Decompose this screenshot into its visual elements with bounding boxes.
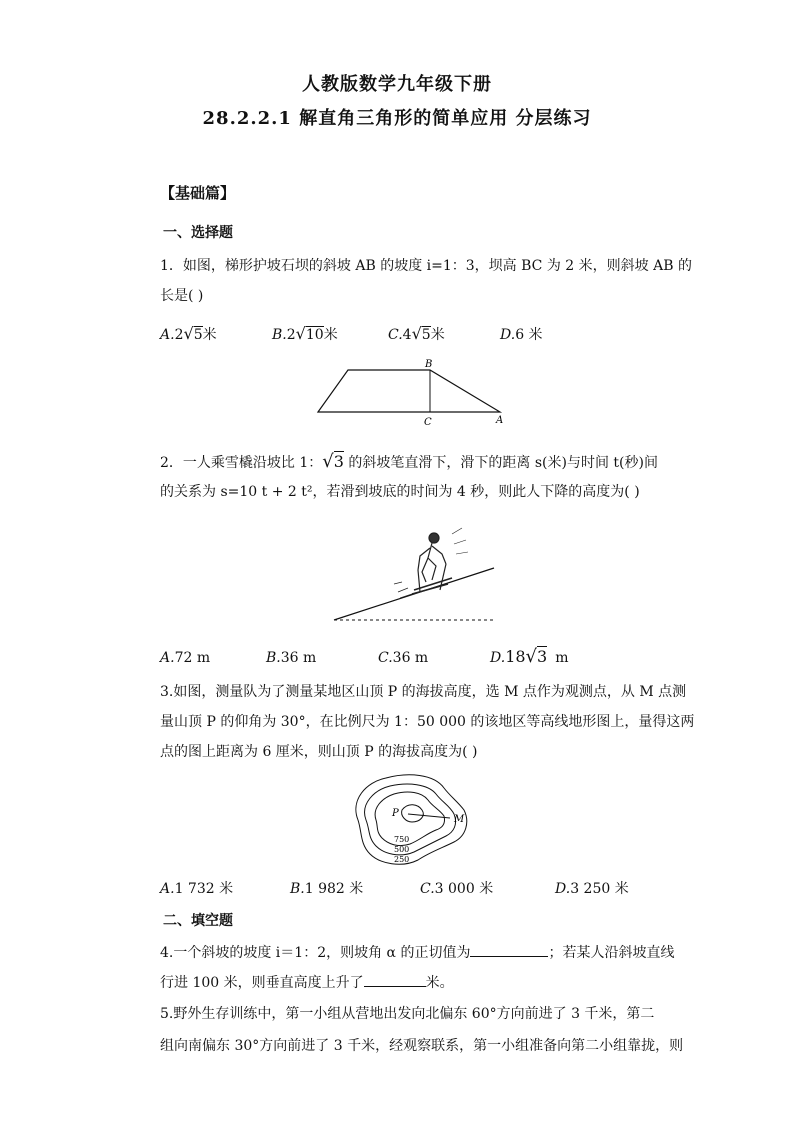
label-c: C [424,417,432,428]
q3-option-c-value: 3 000 米 [434,881,494,897]
q2-option-c-letter: C. [378,650,393,666]
q1-option-a-coef: 2 [174,327,184,343]
q2-line2: 的关系为 s=10 t + 2 t²，若滑到坡底的时间为 4 秒，则此人下降的高度为( ) [160,484,640,500]
q1-option-b-unit: 米 [323,327,338,343]
q4-line2 [160,972,454,993]
q3-option-a-letter: A. [160,881,175,897]
q2-option-d: D.18√3 m [490,646,569,667]
q5-line2: 组向南偏东 30°方向前进了 3 千米，经观察联系，第一小组准备向第二小组靠拢，则 [160,1038,684,1054]
q1-option-c-unit: 米 [430,327,445,343]
q1-option-d [500,324,543,344]
q2-option-d-letter: D. [490,650,506,666]
q1-option-b-rad: 10 [305,327,324,343]
q1-line1: 1．如图，梯形护坡石坝的斜坡 AB 的坡度 i=1：3，坝高 BC 为 2 米，则斜坡 AB 的 [160,258,692,274]
q1-option-c-coef: 4 [402,327,412,343]
q3-line3: 点的图上距离为 6 厘米，则山顶 P 的海拔高度为( ) [160,744,478,760]
label-250: 250 [394,855,410,864]
q4-line2-a: 行进 100 米，则垂直高度上升了 [160,975,364,991]
skier-icon [394,528,468,598]
q2-line1-b: 的斜坡笔直滑下，滑下的距离 s(米)与时间 t(秒)间 [343,455,658,471]
q3-line1: 3.如图，测量队为了测量某地区山顶 P 的海拔高度，选 M 点作为观测点，从 M 点测 [160,684,687,700]
part1-heading: 一、选择题 [163,225,233,241]
q2-line1-a: 2．一人乘雪橇沿坡比 1： [160,455,323,471]
q1-option-d-value: 6 米 [515,327,543,343]
q3-option-b-letter: B. [290,881,305,897]
q2-option-a [160,650,210,666]
q3-option-b-value: 1 982 米 [304,881,364,897]
label-500: 500 [394,845,410,854]
q3-option-d-letter: D. [555,881,571,897]
trapezoid-outline [318,370,500,412]
section-basic-heading: 【基础篇】 [160,184,236,202]
contour-750 [375,792,444,846]
q1-option-a-rad: 5 [193,327,203,343]
q2-option-a-letter: A. [160,650,175,666]
q3-option-b [290,878,363,898]
contour-250 [356,775,467,864]
label-m: M [454,814,465,825]
q1-trapezoid-figure [308,356,508,428]
label-p: P [392,808,399,819]
q3-option-c [420,878,493,898]
q2-option-c-value: 36 m [392,650,429,666]
q1-option-a-letter: A. [160,327,175,343]
q2-line1-rad: 3 [333,452,344,471]
q2-option-d-coef: 18 [505,647,526,666]
q3-option-c-letter: C. [420,881,435,897]
q1-option-c-rad: 5 [421,327,431,343]
q3-option-a [160,878,233,898]
document-subtitle: 28.2.2.1 解直角三角形的简单应用 分层练习 [202,108,592,129]
q1-option-a-unit: 米 [202,327,217,343]
q1-option-b-letter: B. [272,327,287,343]
q1-option-a: A.2√5米 [160,324,217,343]
q2-option-d-rad: 3 [537,647,548,666]
q2-option-b-value: 36 m [280,650,317,666]
contour-peak [402,805,424,822]
q3-option-d [555,878,629,898]
part2-heading: 二、填空题 [163,913,233,929]
q3-option-a-value: 1 732 米 [174,881,234,897]
q4-line2-b: 米。 [425,975,454,991]
q5-line1: 5.野外生存训练中，第一小组从营地出发向北偏东 60°方向前进了 3 千米，第二 [160,1006,655,1022]
q2-option-d-unit: m [555,650,569,666]
q2-option-b-letter: B. [266,650,281,666]
q4-line1 [160,942,674,963]
q4-blank-2 [364,972,426,987]
document-title: 人教版数学九年级下册 [302,74,492,95]
q1-option-c: C.4√5米 [388,324,445,343]
q3-line2: 量山顶 P 的仰角为 30°，在比例尺为 1：50 000 的该地区等高线地形图上，量得这两 [160,714,695,730]
q1-option-b-coef: 2 [286,327,296,343]
q2-option-b [266,650,316,666]
q1-option-c-letter: C. [388,327,403,343]
label-b: B [425,359,433,370]
q1-line2: 长是( ) [160,288,204,304]
q2-option-a-value: 72 m [174,650,211,666]
q4-line1-b: ；若某人沿斜坡直线 [548,945,675,961]
q1-option-b: B.2√10米 [272,324,338,343]
label-a: A [496,415,504,426]
q2-option-c [378,650,428,666]
q3-option-d-value: 3 250 米 [570,881,629,897]
label-750: 750 [394,835,410,844]
q3-contour-map-figure [346,770,476,870]
q1-option-d-letter: D. [500,327,516,343]
q4-blank-1 [470,942,548,957]
q2-line1: 2．一人乘雪橇沿坡比 1：√3 的斜坡笔直滑下，滑下的距离 s(米)与时间 t(秒)间 [160,451,658,472]
q4-line1-a: 4.一个斜坡的坡度 i＝1：2，则坡角 α 的正切值为 [160,945,471,961]
q2-skier-figure [328,524,498,628]
